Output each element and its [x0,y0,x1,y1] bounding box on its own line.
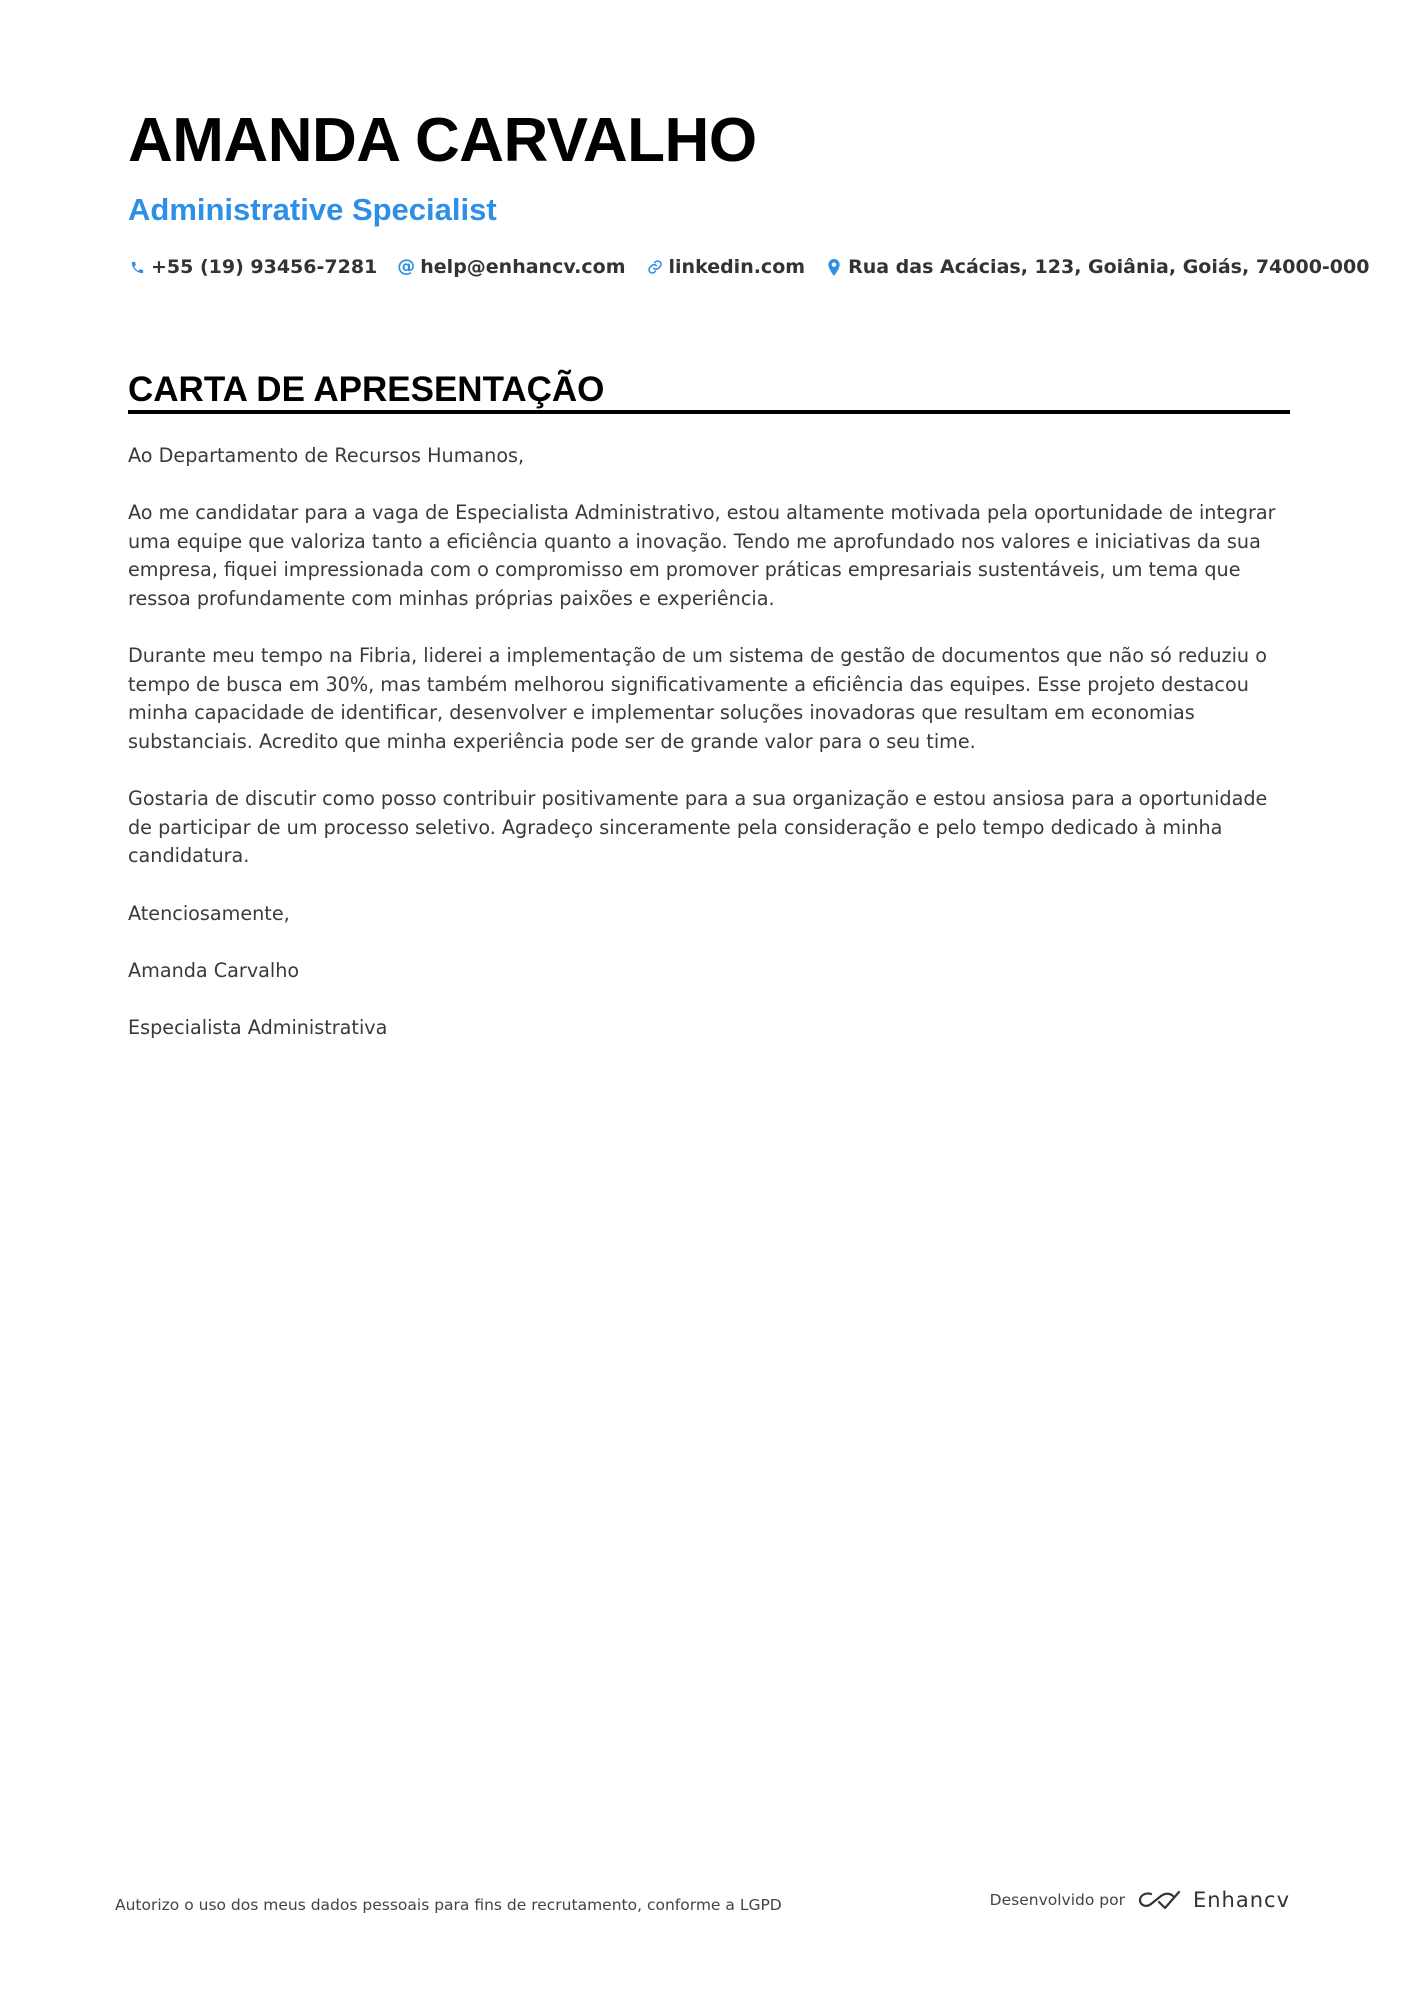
link-icon [646,258,664,276]
letter-body [128,442,1290,1071]
contact-website[interactable] [646,256,806,278]
contact-phone-text: +55 (19) 93456-7281 [151,256,378,278]
contact-address-text: Rua das Acácias, 123, Goiânia, Goiás, 74000-000 [848,256,1370,278]
enhancv-logo-icon [1137,1888,1183,1912]
contact-bar [128,256,1389,278]
at-icon: @ [397,256,416,277]
contact-phone[interactable] [128,256,377,278]
candidate-name: AMANDA CARVALHO [128,106,757,175]
phone-icon [128,258,146,276]
letter-paragraph: Ao me candidatar para a vaga de Especialista Administrativo, estou altamente motivada pela oportunidade de integrar uma equipe que valoriza tanto a eficiência quanto a inovação. Tendo me aprofundado nos valores e iniciativas da sua empresa, fiquei impressionada com o compromisso em promover práticas empresariais sustentáveis, um tema que ressoa profundamente com minhas próprias paixões e experiência. [128,501,1276,610]
candidate-role: Administrative Specialist [128,192,497,227]
section-divider [128,410,1290,414]
letter-paragraph: Gostaria de discutir como posso contribuir positivamente para a sua organização e estou ansiosa para a oportunidade de participar de um processo seletivo. Agradeço sinceramente pela consideração e pelo tempo dedicado à minha candidatura. [128,787,1268,868]
contact-address [825,256,1369,278]
powered-by-label: Desenvolvido por [989,1891,1125,1909]
letter-closing: Atenciosamente, [128,901,290,925]
footer-branding[interactable] [990,1888,1290,1912]
brand-name: Enhancv [1192,1888,1290,1912]
contact-website-text: linkedin.com [668,256,806,278]
contact-email-text: help@enhancv.com [420,256,626,278]
letter-salutation: Ao Departamento de Recursos Humanos, [128,444,525,467]
footer-consent: Autorizo o uso dos meus dados pessoais para fins de recrutamento, conforme a LGPD [115,1896,782,1914]
letter-paragraph: Durante meu tempo na Fibria, liderei a implementação de um sistema de gestão de documentos que não só reduziu o tempo de busca em 30%, mas também melhorou significativamente a eficiência das equipes. Esse projeto destacou minha capacidade de identificar, desenvolver e implementar soluções inovadoras que resultam em economias substanciais. Acredito que minha experiência pode ser de grande valor para o seu time. [128,644,1267,753]
signature-title: Especialista Administrativa [128,1015,388,1039]
signature-name: Amanda Carvalho [128,958,300,982]
section-title: CARTA DE APRESENTAÇÃO [128,370,605,409]
contact-email[interactable] [397,256,625,278]
location-pin-icon [825,258,843,276]
